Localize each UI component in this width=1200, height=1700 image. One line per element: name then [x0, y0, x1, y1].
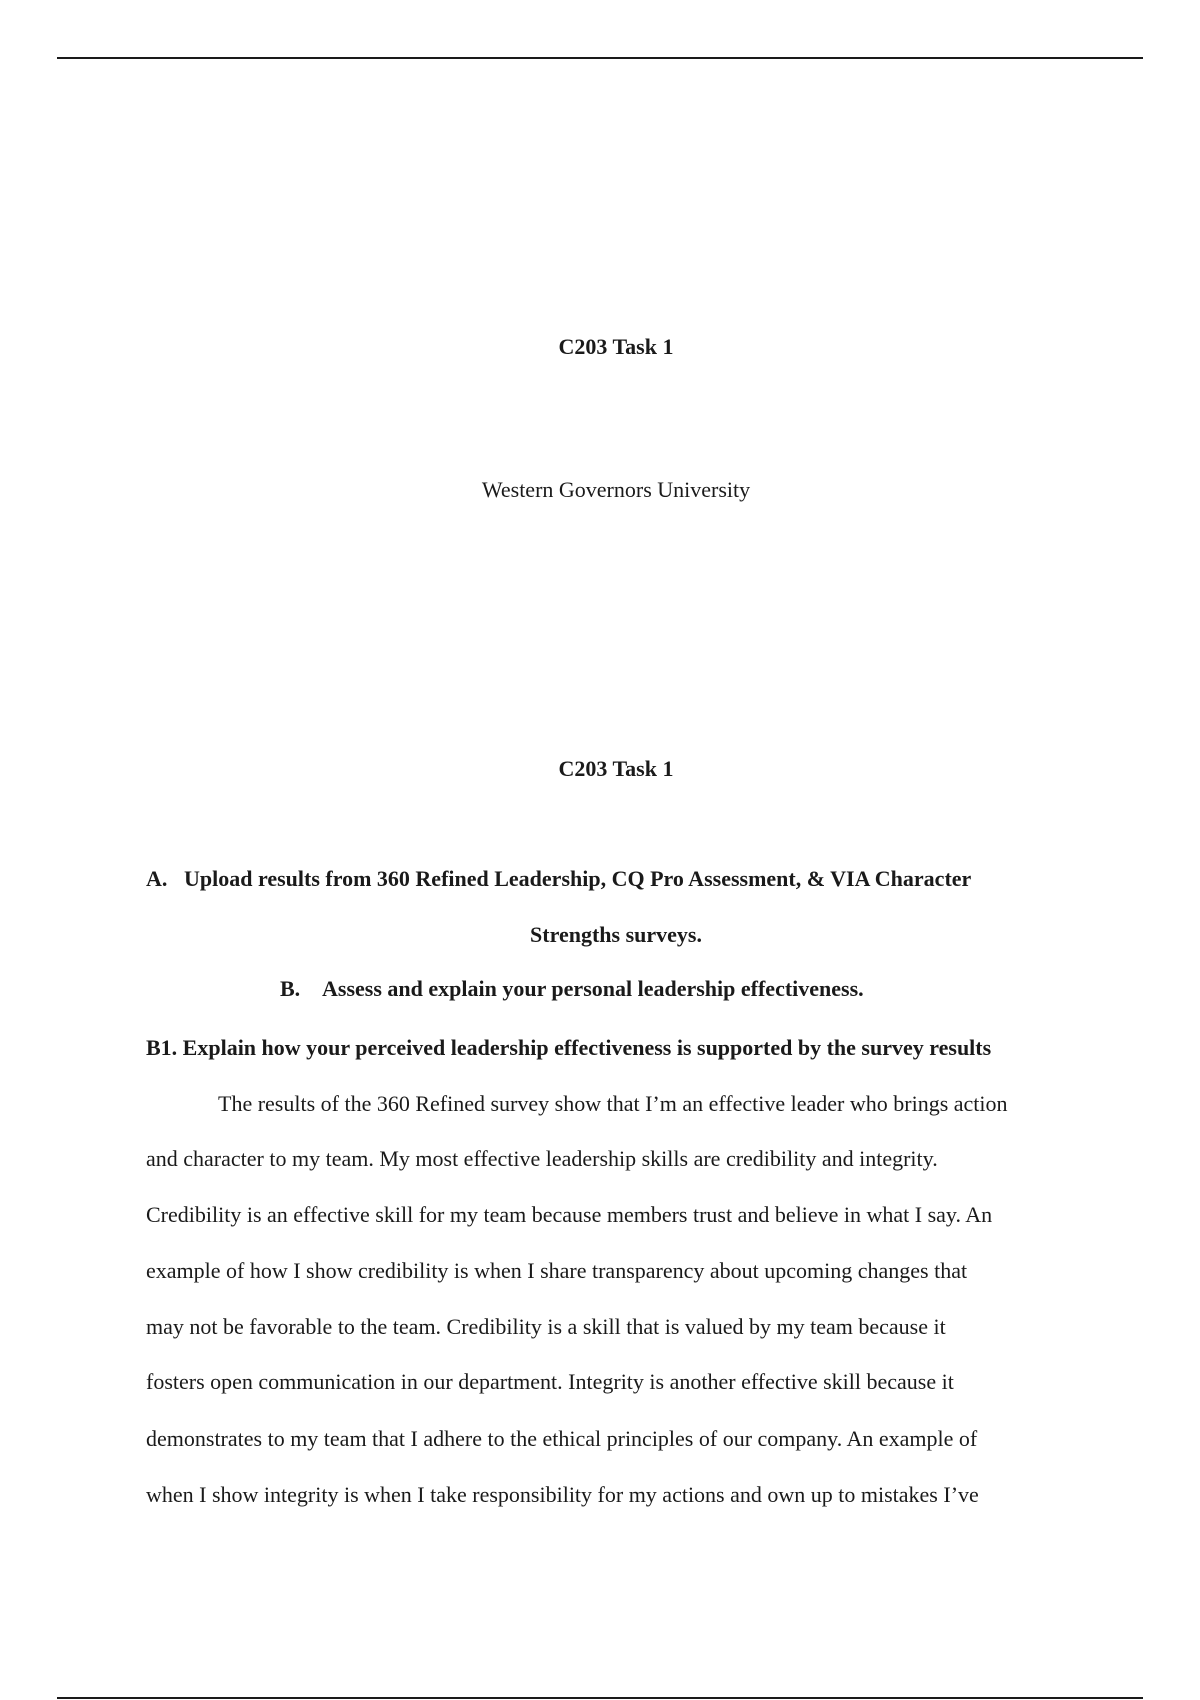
body-line: and character to my team. My most effective leadership skills are credibility and integrity.	[146, 1146, 938, 1171]
paper-title: C203 Task 1	[558, 756, 674, 781]
institution-name: Western Governors University	[481, 477, 751, 502]
body-line: Credibility is an effective skill for my team because members trust and believe in what I say. An	[146, 1202, 993, 1227]
body-line: when I show integrity is when I take responsibility for my actions and own up to mistakes I’ve	[146, 1482, 979, 1507]
section-b1-heading: B1. Explain how your perceived leadership effectiveness is supported by the survey results	[146, 1035, 992, 1060]
section-b-heading	[280, 976, 864, 1002]
body-line: example of how I show credibility is when I share transparency about upcoming changes that	[146, 1258, 968, 1283]
section-a-heading-text: Upload results from 360 Refined Leadership, CQ Pro Assessment, & VIA Character	[184, 866, 972, 891]
body-line: fosters open communication in our department. Integrity is another effective skill because it	[146, 1369, 954, 1394]
page-top-rule	[57, 57, 1143, 59]
page-bottom-rule	[57, 1697, 1143, 1699]
body-line: may not be favorable to the team. Credibility is a skill that is valued by my team because it	[146, 1314, 946, 1339]
section-a-heading-continuation: Strengths surveys.	[530, 922, 702, 947]
section-b-letter: B.	[280, 976, 301, 1001]
section-a-letter: A.	[146, 866, 168, 891]
title-page-title: C203 Task 1	[558, 334, 674, 359]
section-b-heading-text: Assess and explain your personal leadership effectiveness.	[322, 976, 864, 1001]
section-a-heading	[146, 866, 971, 892]
body-line: demonstrates to my team that I adhere to the ethical principles of our company. An example of	[146, 1426, 978, 1451]
body-line: The results of the 360 Refined survey show that I’m an effective leader who brings action	[218, 1091, 1008, 1116]
